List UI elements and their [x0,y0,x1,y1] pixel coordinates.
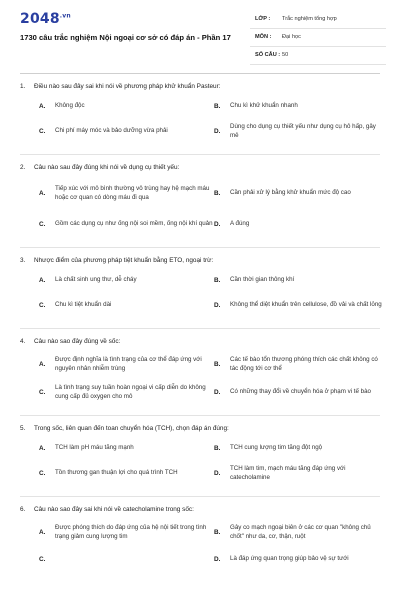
site-logo[interactable] [20,11,71,27]
meta-row-class [250,11,386,29]
question-prompt [20,256,382,269]
options-row [20,459,382,487]
option-letter: C. [39,220,46,228]
option-text: TCH làm pH máu tăng mạnh [55,444,134,452]
meta-key: LỚP : [255,16,271,22]
option-letter: D. [214,469,221,477]
question-3 [20,256,382,319]
document-header [0,0,400,62]
option-letter: B. [214,528,221,536]
answer-option[interactable] [39,176,214,210]
answer-option[interactable] [214,176,382,210]
options-row [20,546,382,572]
options-row [20,210,382,238]
answer-option[interactable] [39,546,214,572]
option-letter: A. [39,360,46,368]
question-2 [20,163,382,238]
options-row [20,378,382,406]
question-number: 6. [20,506,26,513]
question-number: 5. [20,425,26,432]
option-letter: D. [214,220,221,228]
document-title: 1730 câu trắc nghiệm Nội ngoại cơ sở có đáp án - Phần 17 [20,33,231,42]
question-5 [20,424,382,487]
option-text: Được phóng thích do đáp ứng của hệ nội tiết trong tình trạng giảm cung lượng tim [55,523,207,540]
answer-options [20,176,382,238]
question-text: Nhược điểm của phương pháp tiệt khuẩn bằng ETO, ngoại trừ: [34,257,214,264]
question-separator [20,415,380,416]
option-text: Là tình trạng suy tuần hoàn ngoại vi cấp diễn do không cung cấp đủ oxygen cho mô [55,383,206,400]
option-text: Là chất sinh ung thư, dễ cháy [55,276,137,284]
option-text: A đúng [230,220,250,228]
answer-options [20,95,382,145]
option-letter: B. [214,102,221,110]
options-row [20,117,382,145]
answer-option[interactable] [39,437,214,459]
question-text: Câu nào sao đây sai khi nói về catecholamine trong sốc: [34,506,194,513]
answer-option[interactable] [214,546,382,572]
question-number: 2. [20,164,26,171]
options-row [20,437,382,459]
meta-key: MÔN : [255,34,272,40]
option-text: Gồm các dụng cụ như ống nội soi mềm, ống nội khí quản [55,220,213,228]
question-prompt [20,424,382,437]
option-text: Dùng cho dụng cụ thiết yếu như dụng cụ hô hấp, gây mê [230,122,376,139]
option-letter: A. [39,276,46,284]
logo-text: 2048 [20,11,60,27]
meta-value: Trắc nghiệm tổng hợp [282,16,337,22]
answer-option[interactable] [39,95,214,117]
answer-options [20,518,382,572]
meta-table [250,11,386,65]
question-text: Câu nào sao đây đúng về sốc: [34,338,121,345]
question-6 [20,505,382,572]
option-letter: C. [39,301,46,309]
option-letter: C. [39,555,46,563]
answer-option[interactable] [39,291,214,319]
answer-option[interactable] [214,210,382,238]
logo-suffix: .vn [59,12,71,20]
option-text: Không độc [55,102,85,110]
meta-value: Đại học [282,34,301,40]
answer-options [20,437,382,487]
question-text: Trong sốc, liên quan đến toan chuyển hóa (TCH), chọn đáp án đúng: [34,425,229,432]
answer-option[interactable] [214,291,382,319]
question-4 [20,337,382,406]
answer-option[interactable] [39,459,214,487]
answer-option[interactable] [39,378,214,406]
options-row [20,95,382,117]
question-separator [20,496,380,497]
answer-option[interactable] [39,350,214,378]
question-number: 4. [20,338,26,345]
option-letter: D. [214,127,221,135]
answer-option[interactable] [214,350,382,378]
option-letter: C. [39,388,46,396]
question-prompt [20,505,382,518]
meta-row-count [250,47,386,65]
question-number: 1. [20,83,26,90]
option-letter: A. [39,528,46,536]
answer-option[interactable] [39,518,214,546]
options-row [20,269,382,291]
option-letter: C. [39,127,46,135]
answer-option[interactable] [214,117,382,145]
option-text: TCH làm tim, mạch máu tăng đáp ứng với catecholamine [230,464,346,481]
option-text: Là đáp ứng quan trọng giúp bảo vệ sự tưới [230,555,349,563]
option-letter: D. [214,388,221,396]
question-separator [20,328,380,329]
option-letter: C. [39,469,46,477]
option-text: Tồn thương gan thuận lợi cho quá trình TCH [55,469,178,477]
meta-value: 50 [282,52,289,58]
options-row [20,176,382,210]
option-text: Các tế bào tổn thương phóng thích các chất không có tác động tới cơ thể [230,355,378,372]
option-letter: A. [39,102,46,110]
header-divider [20,73,380,74]
answer-option[interactable] [214,95,382,117]
option-text: Không thể diệt khuẩn trên cellulose, đồ vải và chất lỏng [230,301,382,309]
question-prompt [20,82,382,95]
option-letter: B. [214,276,221,284]
question-text: Điều nào sau đây sai khi nói về phương pháp khử khuẩn Pasteur: [34,83,221,90]
option-text: Cần thời gian thông khí [230,276,295,284]
question-text: Câu nào sau đây đúng khi nói về dụng cụ thiết yếu: [34,164,180,171]
option-text: Chi phí máy móc và bảo dưỡng vừa phải [55,127,168,135]
answer-option[interactable] [214,518,382,546]
options-row [20,350,382,378]
answer-option[interactable] [39,210,214,238]
answer-options [20,269,382,319]
answer-option[interactable] [214,459,382,487]
question-separator [20,247,380,248]
option-letter: A. [39,189,46,197]
option-letter: B. [214,189,221,197]
question-separator [20,154,380,155]
option-text: Chu kì tiệt khuẩn dài [55,301,112,309]
answer-option[interactable] [214,437,382,459]
option-letter: B. [214,360,221,368]
option-text: Có những thay đổi về chuyển hóa ở phạm vi tế bào [230,388,371,396]
answer-option[interactable] [214,269,382,291]
answer-option[interactable] [39,269,214,291]
option-text: Chu kì khử khuẩn nhanh [230,102,298,110]
option-text: Tiếp xúc với mô bình thường vô trùng hay hệ mạch máu hoặc cơ quan có dòng máu đi qua [55,184,210,201]
options-row [20,518,382,546]
option-letter: A. [39,444,46,452]
meta-key: SỐ CÂU : [255,52,281,58]
question-list [0,82,400,572]
option-letter: D. [214,555,221,563]
option-letter: B. [214,444,221,452]
option-text: TCH cung lượng tim tăng đột ngộ [230,444,323,452]
option-text: Được định nghĩa là tình trạng của cơ thể đáp ứng với nguyên nhân nhiễm trùng [55,355,202,372]
question-prompt [20,163,382,176]
option-text: Gây co mạch ngoại biên ở các cơ quan "không chủ chốt" như da, cơ, thận, ruột [230,523,371,540]
option-letter: D. [214,301,221,309]
answer-option[interactable] [39,117,214,145]
question-1 [20,82,382,145]
meta-row-subject [250,29,386,47]
question-prompt [20,337,382,350]
question-number: 3. [20,257,26,264]
option-text: Cần phải xử lý bằng khử khuẩn mức độ cao [230,189,351,197]
answer-options [20,350,382,406]
answer-option[interactable] [214,378,382,406]
options-row [20,291,382,319]
